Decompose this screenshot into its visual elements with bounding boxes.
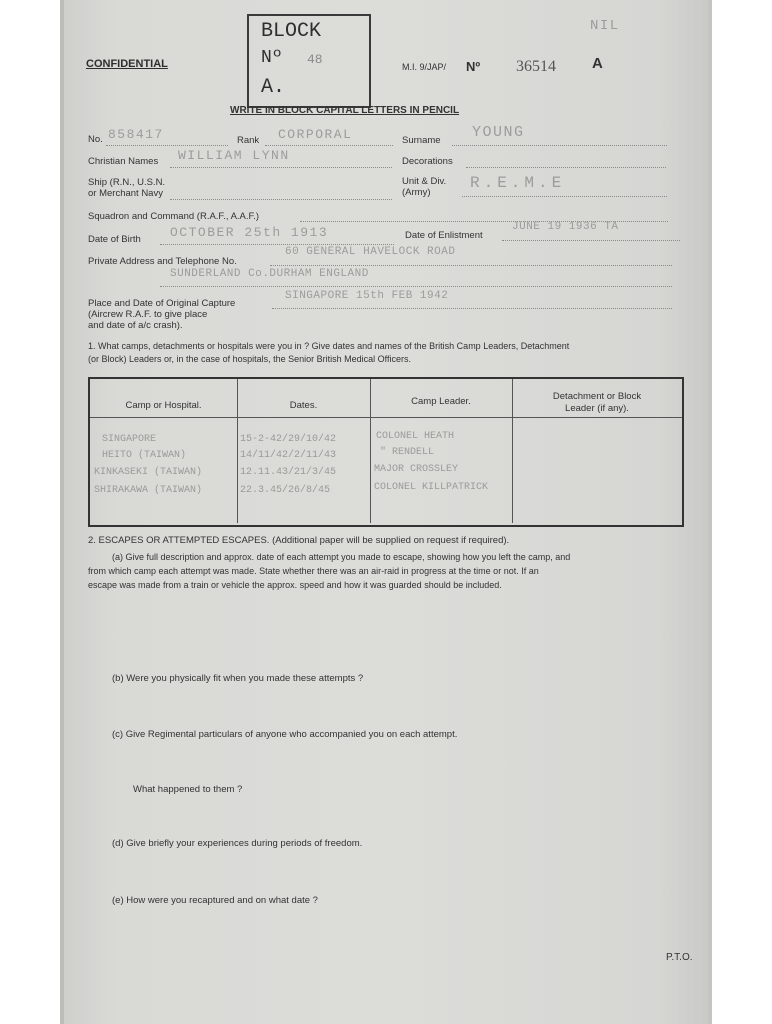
question-2e: (e) How were you recaptured and on what date ? — [112, 895, 318, 906]
address-label: Private Address and Telephone No. — [88, 256, 237, 267]
question-2a-line3: escape was made from a train or vehicle the approx. speed and how it was guarded should be included. — [88, 580, 502, 590]
row-2-camp: HEITO (TAIWAN) — [102, 450, 187, 461]
question-2d: (d) Give briefly your experiences during periods of freedom. — [112, 838, 363, 849]
confidential-label: CONFIDENTIAL — [86, 58, 168, 70]
address-line-1: 60 GENERAL HAVELOCK ROAD — [285, 246, 456, 258]
capture-value: SINGAPORE 15th FEB 1942 — [285, 290, 449, 302]
serial-number: 36514 — [516, 58, 556, 75]
mi-reference: M.I. 9/JAP/ — [402, 62, 447, 72]
header-detachment-line2: Leader (if any). — [565, 403, 629, 414]
enlistment-value: JUNE 19 1936 TA — [512, 221, 619, 233]
question-2a-line2: from which camp each attempt was made. State whether there was an air-raid in progress at the time or not. If an — [88, 566, 539, 576]
surname-label: Surname — [402, 135, 441, 146]
date-of-birth-value: OCTOBER 25th 1913 — [170, 225, 329, 240]
christian-names-value: WILLIAM LYNN — [178, 148, 290, 163]
unit-line — [462, 196, 667, 197]
question-2c: (c) Give Regimental particulars of anyone who accompanied you on each attempt. — [112, 729, 458, 740]
row-4-dates: 22.3.45/26/8/45 — [240, 485, 331, 496]
capture-line — [272, 308, 672, 309]
camp-table — [88, 377, 684, 527]
ship-label-line1: Ship (R.N., U.S.N. — [88, 177, 166, 188]
christian-names-label: Christian Names — [88, 156, 159, 167]
question-1-line1: 1. What camps, detachments or hospitals were you in ? Give dates and names of the British Camp Leaders, Detachment — [88, 341, 570, 351]
unit-label-line1: Unit & Div. — [402, 176, 447, 187]
address-line-2: SUNDERLAND Co.DURHAM ENGLAND — [170, 268, 369, 280]
row-2-leader: " RENDELL — [380, 447, 435, 458]
row-1-leader: COLONEL HEATH — [376, 431, 455, 442]
row-2-dates: 14/11/42/2/11/43 — [240, 450, 337, 461]
nil-note: NIL — [590, 18, 620, 34]
decorations-line — [466, 167, 666, 168]
question-1-line2: (or Block) Leaders or, in the case of hospitals, the Senior British Medical Officers. — [88, 354, 411, 364]
stamp-no-value: 48 — [307, 52, 323, 67]
squadron-label: Squadron and Command (R.A.F., A.A.F.) — [88, 211, 260, 222]
date-of-birth-label: Date of Birth — [88, 234, 141, 245]
surname-value: YOUNG — [472, 124, 525, 141]
rank-line — [265, 145, 393, 146]
row-3-leader: MAJOR CROSSLEY — [374, 464, 459, 475]
address-line-1-rule — [270, 265, 672, 266]
row-1-camp: SINGAPORE — [102, 434, 157, 445]
enlistment-line — [502, 240, 680, 241]
table-header-rule — [90, 417, 682, 418]
header-camp: Camp or Hospital. — [125, 400, 202, 411]
decorations-label: Decorations — [402, 156, 453, 167]
header-dates: Dates. — [289, 400, 318, 411]
header-detachment: Detachment or Block — [552, 391, 642, 402]
date-of-birth-line — [160, 244, 394, 245]
unit-value: R.E.M.E — [470, 174, 566, 192]
stamp-block-label: BLOCK — [261, 20, 322, 43]
ship-label-line2: or Merchant Navy — [88, 188, 163, 199]
stamp-letter: A. — [261, 76, 286, 99]
header-camp-leader: Camp Leader. — [411, 396, 471, 407]
stamp-no-label: Nº — [261, 48, 283, 68]
row-4-leader: COLONEL KILLPATRICK — [374, 482, 489, 493]
row-3-dates: 12.11.43/21/3/45 — [240, 467, 337, 478]
capture-label-line1: Place and Date of Original Capture — [88, 298, 236, 309]
row-3-camp: KINKASEKI (TAIWAN) — [94, 467, 203, 478]
question-2c-followup: What happened to them ? — [133, 784, 243, 795]
service-number-line — [106, 145, 228, 146]
row-1-dates: 15-2-42/29/10/42 — [240, 434, 337, 445]
rank-value: CORPORAL — [278, 127, 353, 142]
instruction-heading: WRITE IN BLOCK CAPITAL LETTERS IN PENCIL — [230, 105, 460, 116]
question-2-title: 2. ESCAPES OR ATTEMPTED ESCAPES. (Additional paper will be supplied on request if required). — [88, 535, 510, 546]
capture-label-line2: (Aircrew R.A.F. to give place — [88, 309, 208, 320]
row-4-camp: SHIRAKAWA (TAIWAN) — [94, 485, 203, 496]
number-label: Nº — [466, 59, 481, 74]
block-stamp — [247, 14, 371, 108]
no-label: No. — [88, 134, 103, 145]
service-number: 858417 — [108, 127, 164, 142]
pto-label: P.T.O. — [666, 952, 693, 963]
ship-line — [170, 199, 392, 200]
enlistment-label: Date of Enlistment — [405, 230, 483, 241]
unit-label-line2: (Army) — [402, 187, 431, 198]
christian-names-line — [170, 167, 392, 168]
serial-suffix: A — [592, 55, 603, 72]
address-line-2-rule — [160, 286, 672, 287]
capture-label-line3: and date of a/c crash). — [88, 320, 183, 331]
question-2a-line1: (a) Give full description and approx. date of each attempt you made to escape, showing how you left the camp, and — [112, 552, 571, 562]
question-2b: (b) Were you physically fit when you made these attempts ? — [112, 673, 364, 684]
rank-label: Rank — [237, 135, 260, 146]
scan-edge-right — [708, 0, 712, 1024]
surname-line — [452, 145, 667, 146]
